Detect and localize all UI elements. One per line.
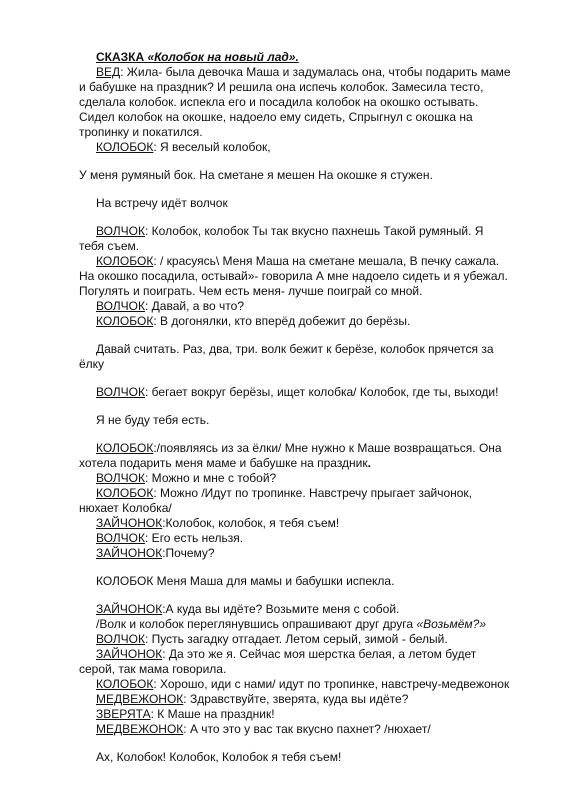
speaker-label: ВОЛЧОК [96, 471, 146, 485]
text-line: Я не буду тебя есть. [96, 413, 210, 427]
text-line: Сидел колобок на окошке, надоело ему сидеть, Спрыгнул с окошка на [79, 110, 473, 124]
stage-direction: На встречу идёт волчок [96, 196, 228, 210]
line-text: : Его есть нельзя. [145, 531, 244, 545]
speaker-label: ВЕД [96, 65, 121, 79]
line-text: : Пусть загадку отгадает. Летом серый, зимой - белый. [145, 632, 448, 646]
text-line: Погулять и поиграть. Чем есть меня- лучше поиграй со мной. [79, 284, 423, 298]
line-end-dot: . [367, 456, 371, 470]
text-line: серой, так мама говорила. [79, 662, 227, 676]
line-text: : Я веселый колобок, [153, 140, 271, 154]
dialogue-line [79, 254, 529, 269]
speaker-label: ЗАЙЧОНОК [96, 602, 163, 616]
speaker-label: ВОЛЧОК [96, 531, 146, 545]
line-text: : Да это же я. Сейчас моя шерстка белая, а летом будет [162, 647, 477, 661]
text-line: сделала колобок. испекла его и посадила колобок на окошко остывать. [79, 95, 479, 109]
speaker-label: КОЛОБОК [96, 441, 154, 455]
speaker-label: ЗАЙЧОНОК [96, 516, 163, 530]
line-text: : Здравствуйте, зверята, куда вы идёте? [183, 692, 409, 706]
text-line [79, 456, 529, 471]
dialogue-line [79, 385, 529, 400]
dialogue-line [79, 299, 529, 314]
line-text: : Можно /Идут по тропинке. Навстречу прыгает зайчонок, [153, 486, 473, 500]
dialogue-line [79, 677, 529, 692]
dialogue-line [79, 516, 529, 531]
dialogue-line [79, 632, 529, 647]
narrator-line [79, 65, 529, 80]
line-text: :/появляясь из за ёлки/ Мне нужно к Маше возвращаться. Она [153, 441, 502, 455]
line-text: : Колобок, колобок Ты так вкусно пахнешь Такой румяный. Я [145, 224, 484, 238]
stage-direction [79, 617, 529, 632]
line-text: : В догонялки, кто вперёд добежит до берёзы. [153, 314, 411, 328]
speaker-label: ВОЛЧОК [96, 224, 146, 238]
line-text: хотела подарить меня маме и бабушке на праздник [79, 456, 368, 470]
speaker-label: ЗАЙЧОНОК [96, 546, 163, 560]
text-line: ёлку [79, 357, 105, 371]
dialogue-line [79, 692, 529, 707]
speaker-label: МЕДВЕЖОНОК [96, 692, 184, 706]
dialogue-line [79, 486, 529, 501]
line-text: : К Маше на праздник! [150, 707, 275, 721]
line-text: : / красуясь\ Меня Маша на сметане мешала, В печку сажала. [153, 254, 500, 268]
dialogue-line [79, 647, 529, 662]
dialogue-line [79, 707, 529, 722]
text-line: тебя съем. [79, 239, 140, 253]
dialogue-line [79, 140, 529, 155]
line-text: /Волк и колобок переглянувшись опрашивают друг друга [96, 617, 417, 631]
text-line: и бабушке на праздник? И решила она испечь колобок. Замесила тесто, [79, 80, 484, 94]
speaker-label: КОЛОБОК [96, 677, 154, 691]
speaker-label: КОЛОБОК [96, 140, 154, 154]
dialogue-line [79, 722, 529, 737]
speaker-label: ЗВЕРЯТА [96, 707, 151, 721]
speaker-label: ВОЛЧОК [96, 632, 146, 646]
text-line: нюхает Колобка/ [79, 501, 172, 515]
line-text: : А что это у вас так вкусно пахнет? /нюхает/ [183, 722, 431, 736]
quoted-question: «Возьмём?» [416, 617, 486, 631]
dialogue-line [79, 314, 529, 329]
title-main: СКАЗКА [96, 50, 148, 64]
line-text: : Давай, а во что? [145, 299, 244, 313]
text-line: КОЛОБОК Меня Маша для мамы и бабушки испекла. [96, 574, 395, 588]
line-text: : Жила- была девочка Маша и задумалась она, чтобы подарить маме [120, 65, 511, 79]
dialogue-line [79, 441, 529, 456]
speaker-label: ВОЛЧОК [96, 385, 146, 399]
dialogue-line [79, 531, 529, 546]
text-line: тропинку и покатился. [79, 125, 203, 139]
text-line: На окошко посадила, остывай»- говорила А мне надоело сидеть и я убежал. [79, 269, 508, 283]
dialogue-line [79, 471, 529, 486]
dialogue-line [79, 546, 529, 561]
title-subtitle: «Колобок на новый лад». [147, 50, 299, 64]
dialogue-line [79, 602, 529, 617]
speaker-label: ЗАЙЧОНОК [96, 647, 163, 661]
stage-direction: Давай считать. Раз, два, три. волк бежит к берёзе, колобок прячется за [96, 342, 494, 356]
speaker-label: ВОЛЧОК [96, 299, 146, 313]
speaker-label: КОЛОБОК [96, 486, 154, 500]
line-text: : бегает вокруг берёзы, ищет колобка/ Колобок, где ты, выходи! [145, 385, 499, 399]
text-line: Ах, Колобок! Колобок, Колобок я тебя съем! [96, 750, 342, 764]
line-text: :Почему? [162, 546, 215, 560]
line-text: :Колобок, колобок, я тебя съем! [162, 516, 340, 530]
speaker-label: МЕДВЕЖОНОК [96, 722, 184, 736]
text-line: У меня румяный бок. На сметане я мешен На окошке я стужен. [79, 168, 433, 182]
dialogue-line [79, 224, 529, 239]
speaker-label: КОЛОБОК [96, 314, 154, 328]
document-page [79, 50, 529, 765]
line-text: : Можно и мне с тобой? [145, 471, 277, 485]
document-title [79, 50, 529, 65]
line-text: :А куда вы идёте? Возьмите меня с собой. [162, 602, 400, 616]
speaker-label: КОЛОБОК [96, 254, 154, 268]
line-text: : Хорошо, иди с нами/ идут по тропинке, навстречу-медвежонок [153, 677, 510, 691]
